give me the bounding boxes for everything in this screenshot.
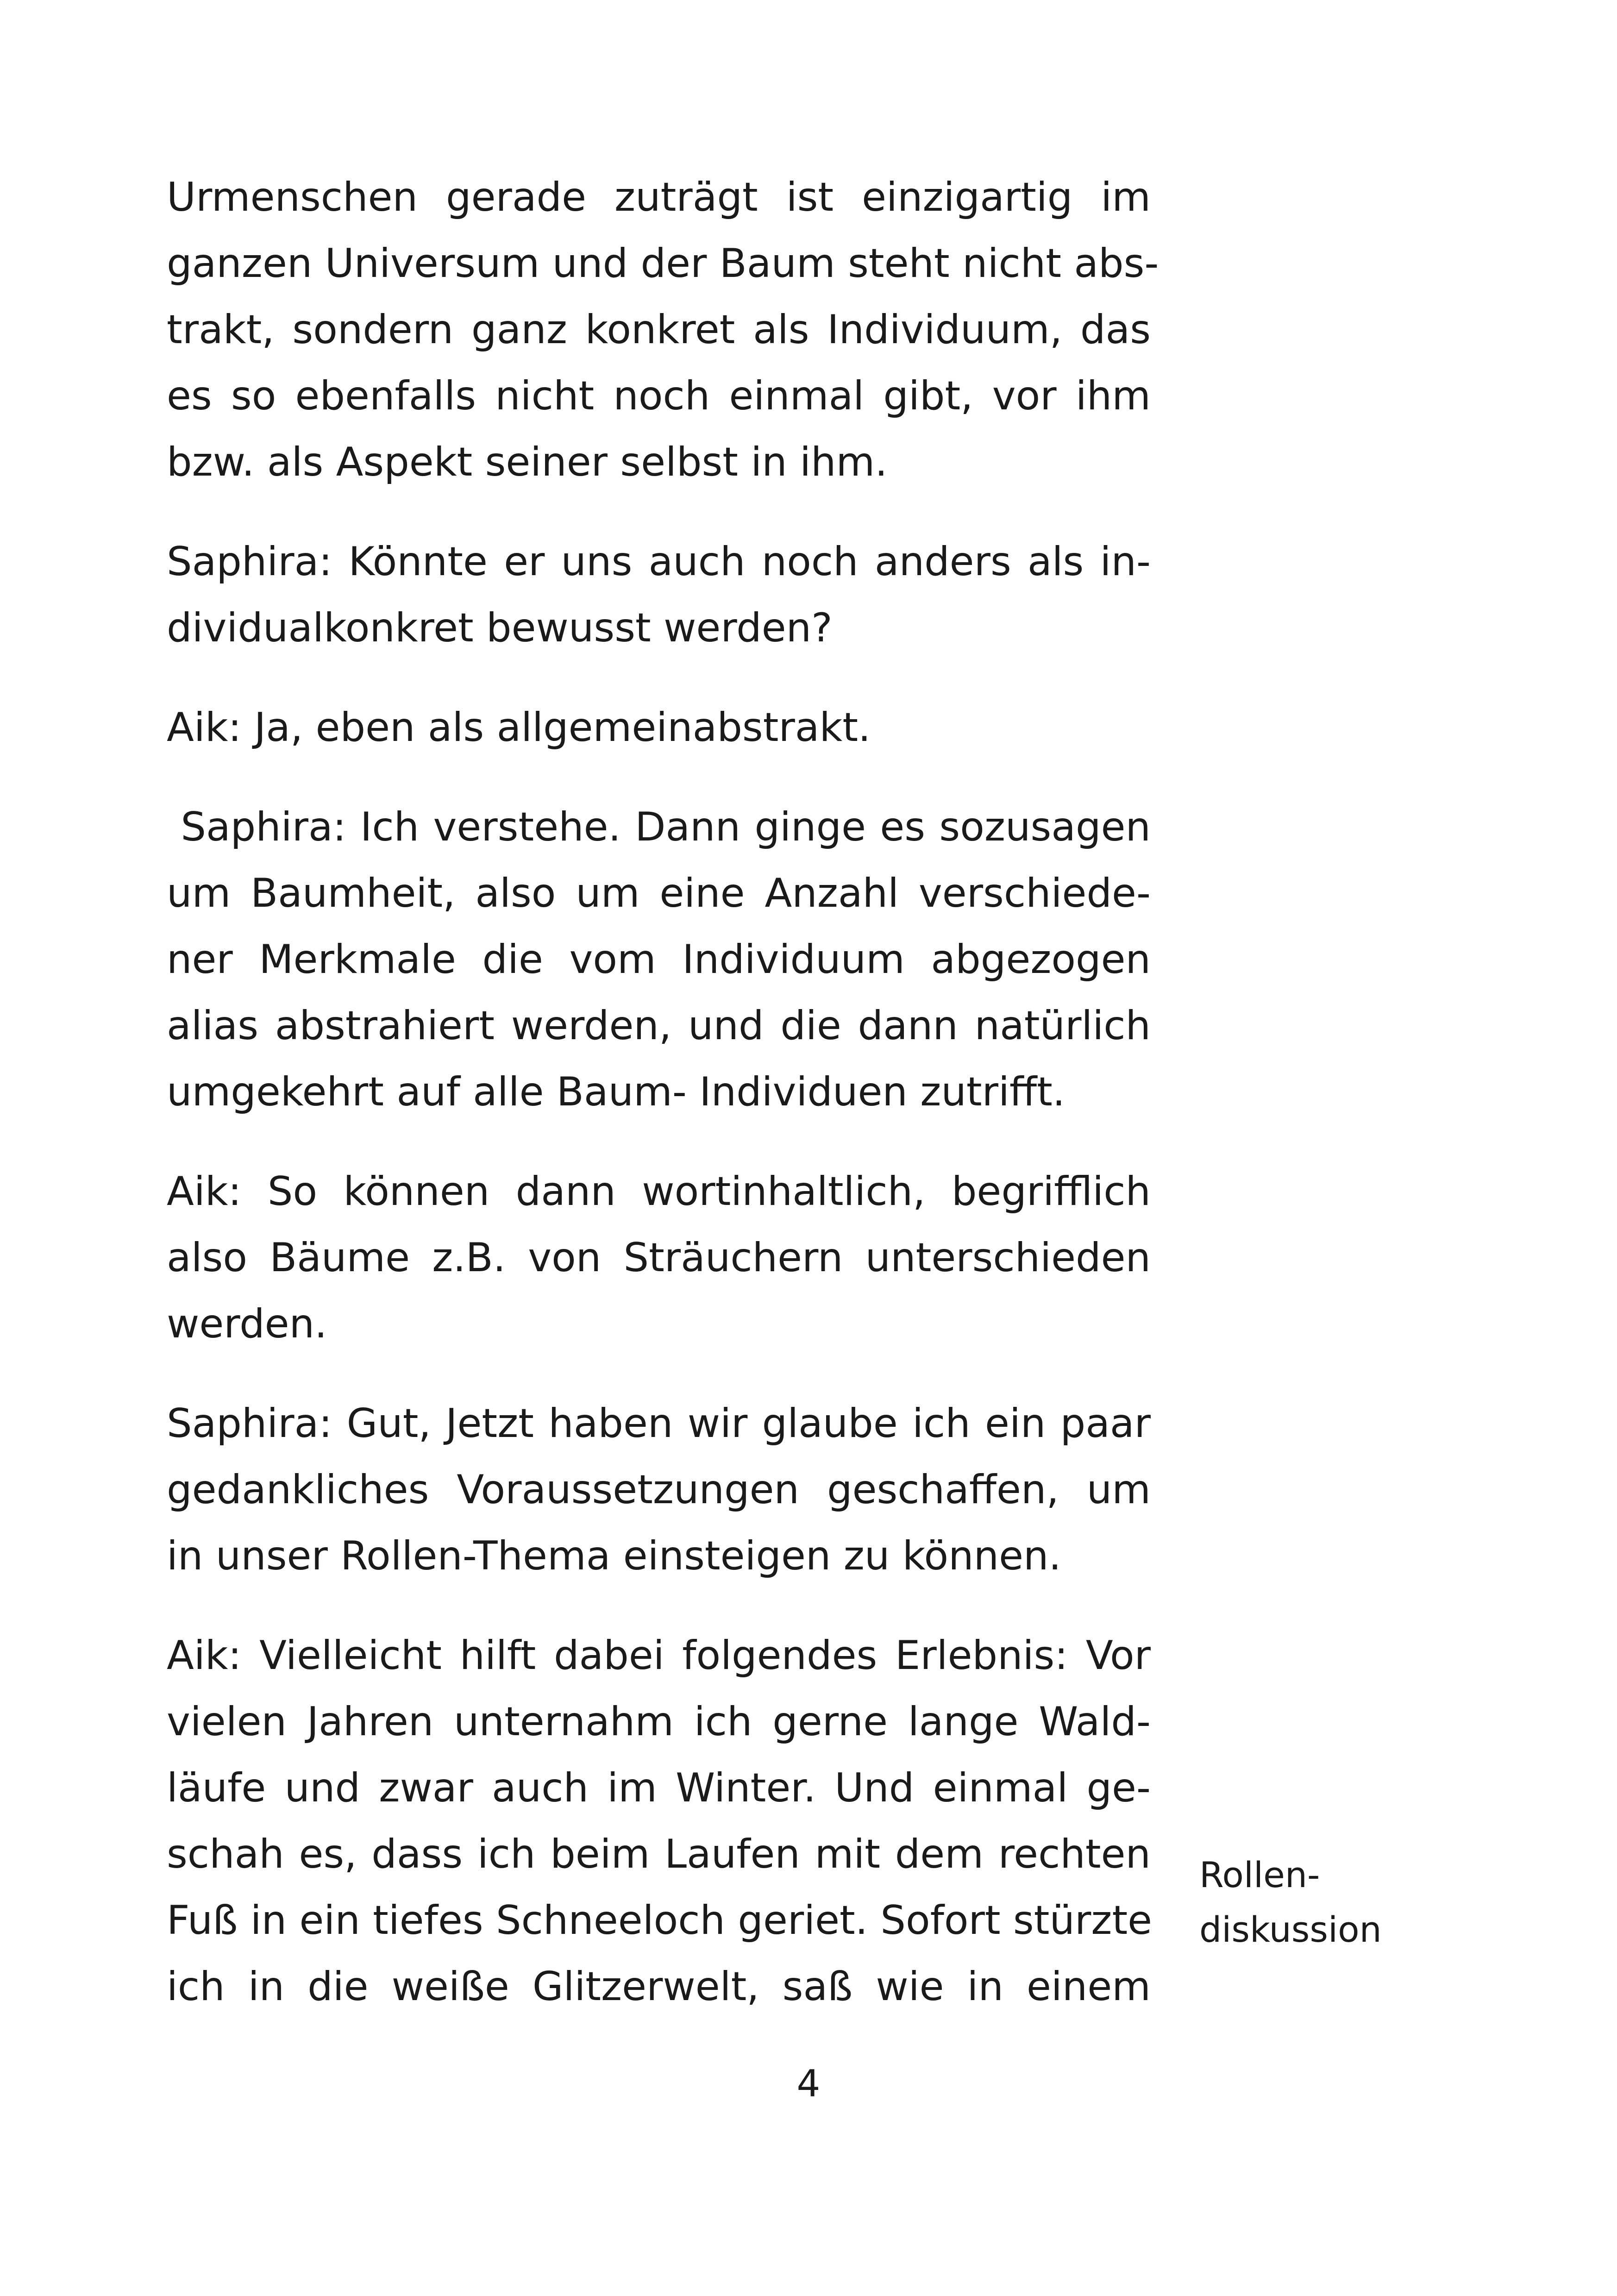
- text-line: alias abstrahiert werden, und die dann natürlich: [167, 1003, 1151, 1049]
- text-line: schah es, dass ich beim Laufen mit dem rechten: [167, 1831, 1151, 1877]
- body-text: [167, 164, 1159, 2053]
- paragraph: [167, 164, 1159, 496]
- text-line: Saphira: Gut, Jetzt haben wir glaube ich ein paar: [167, 1400, 1151, 1447]
- text-line: ich in die weiße Glitzerwelt, saß wie in einem: [167, 1964, 1151, 2010]
- paragraph: [167, 529, 1151, 661]
- text-line: Saphira: Ich verstehe. Dann ginge es sozusagen: [167, 804, 1151, 850]
- page-number: 4: [796, 2062, 821, 2105]
- text-line: läufe und zwar auch im Winter. Und einmal ge-: [167, 1765, 1151, 1811]
- paragraph: [167, 1391, 1151, 1589]
- text-line: es so ebenfalls nicht noch einmal gibt, vor ihm: [167, 373, 1151, 419]
- text-line: Urmenschen gerade zuträgt ist einzigartig im: [167, 174, 1151, 220]
- text-line: Saphira: Könnte er uns auch noch anders als in-: [167, 539, 1151, 585]
- text-line: Aik: Ja, eben als allgemeinabstrakt.: [167, 704, 871, 751]
- paragraph: [167, 695, 1151, 761]
- text-line: Fuß in ein tiefes Schneeloch geriet. Sofort stürzte: [167, 1897, 1153, 1944]
- text-line: bzw. als Aspekt seiner selbst in ihm.: [167, 439, 888, 485]
- margin-note: [1199, 1848, 1382, 1957]
- text-line: werden.: [167, 1301, 327, 1347]
- text-line: gedankliches Voraussetzungen geschaffen, um: [167, 1467, 1151, 1513]
- text-line: Aik: Vielleicht hilft dabei folgendes Erlebnis: Vor: [167, 1632, 1151, 1679]
- text-line: vielen Jahren unternahm ich gerne lange Wald-: [167, 1699, 1151, 1745]
- text-line: also Bäume z.B. von Sträuchern unterschieden: [167, 1235, 1151, 1281]
- margin-note-line: Rollen-: [1199, 1854, 1320, 1895]
- paragraph: [167, 794, 1151, 1125]
- text-line: trakt, sondern ganz konkret als Individuum, das: [167, 307, 1151, 353]
- text-line: dividualkonkret bewusst werden?: [167, 605, 833, 651]
- margin-note-line: diskussion: [1199, 1909, 1382, 1950]
- text-line: Aik: So können dann wortinhaltlich, begrifflich: [167, 1168, 1151, 1215]
- text-line: ganzen Universum und der Baum steht nicht abs-: [167, 240, 1159, 287]
- paragraph: [167, 1623, 1151, 2020]
- text-line: umgekehrt auf alle Baum- Individuen zutrifft.: [167, 1069, 1065, 1115]
- text-line: ner Merkmale die vom Individuum abgezogen: [167, 936, 1151, 983]
- text-line: um Baumheit, also um eine Anzahl verschiede-: [167, 870, 1151, 916]
- text-line: in unser Rollen-Thema einsteigen zu können.: [167, 1533, 1061, 1579]
- paragraph: [167, 1159, 1151, 1357]
